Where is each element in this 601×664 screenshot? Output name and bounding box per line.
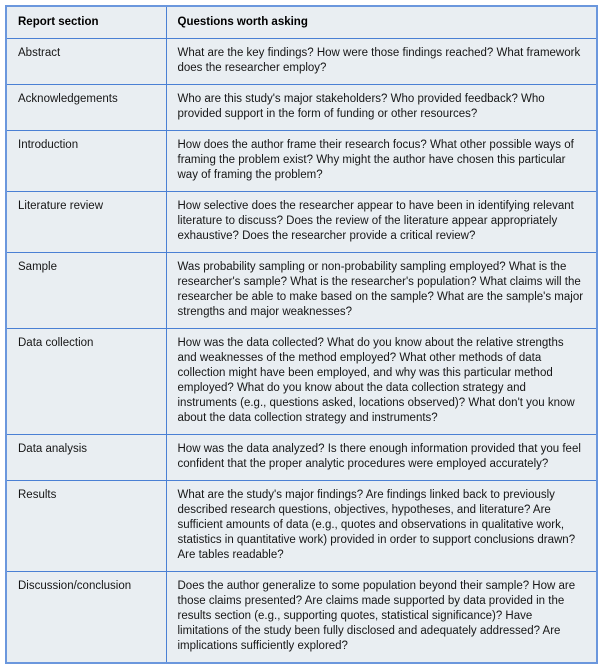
table-row <box>6 192 597 253</box>
report-questions-table <box>5 5 598 664</box>
question-text: Who are this study's major stakeholders? Who provided feedback? Who provided support in the form of funding or other resources? <box>166 85 597 131</box>
question-text: How was the data analyzed? Is there enough information provided that you feel confident that the proper analytic procedures were employed accurately? <box>166 435 597 481</box>
table-row <box>6 329 597 435</box>
table-row <box>6 435 597 481</box>
section-label: Data collection <box>6 329 166 435</box>
question-text: How selective does the researcher appear to have been in identifying relevant literature to discuss? Does the review of the literature appear appropriately exhaustive? Does the researcher provide a critical review? <box>166 192 597 253</box>
question-text: What are the key findings? How were those findings reached? What framework does the researcher employ? <box>166 39 597 85</box>
section-label: Data analysis <box>6 435 166 481</box>
table-row <box>6 253 597 329</box>
section-label: Abstract <box>6 39 166 85</box>
table-row <box>6 85 597 131</box>
header-report-section: Report section <box>6 6 166 39</box>
table-row <box>6 39 597 85</box>
question-text: What are the study's major findings? Are findings linked back to previously described research questions, objectives, hypotheses, and literature? Are sufficient amounts of data (e.g., quotes and observations in qualitative work, statistics in quantitative work) provided in order to support conclusions drawn? Are tables readable? <box>166 481 597 572</box>
question-text: How does the author frame their research focus? What other possible ways of framing the problem exist? Why might the author have chosen this particular way of framing the problem? <box>166 131 597 192</box>
section-label: Acknowledgements <box>6 85 166 131</box>
question-text: Does the author generalize to some population beyond their sample? How are those claims presented? Are claims made supported by data provided in the results section (e.g., supporting quotes, statistical significance)? Have limitations of the study been fully disclosed and adequately addressed? Are implications sufficiently explored? <box>166 572 597 664</box>
table-row <box>6 572 597 664</box>
header-questions-worth-asking: Questions worth asking <box>166 6 597 39</box>
table-row <box>6 481 597 572</box>
section-label: Introduction <box>6 131 166 192</box>
section-label: Discussion/conclusion <box>6 572 166 664</box>
section-label: Sample <box>6 253 166 329</box>
question-text: Was probability sampling or non-probability sampling employed? What is the researcher's sample? What is the researcher's population? What claims will the researcher be able to make based on the sample? What are the sample's major strengths and major weaknesses? <box>166 253 597 329</box>
section-label: Results <box>6 481 166 572</box>
header-row <box>6 6 597 39</box>
question-text: How was the data collected? What do you know about the relative strengths and weaknesses of the method employed? What other methods of data collection might have been employed, and why was this particular method employed? What do you know about the data collection strategy and instruments (e.g., questions asked, locations observed)? What don't you know about the data collection strategy and instruments? <box>166 329 597 435</box>
section-label: Literature review <box>6 192 166 253</box>
table-row <box>6 131 597 192</box>
